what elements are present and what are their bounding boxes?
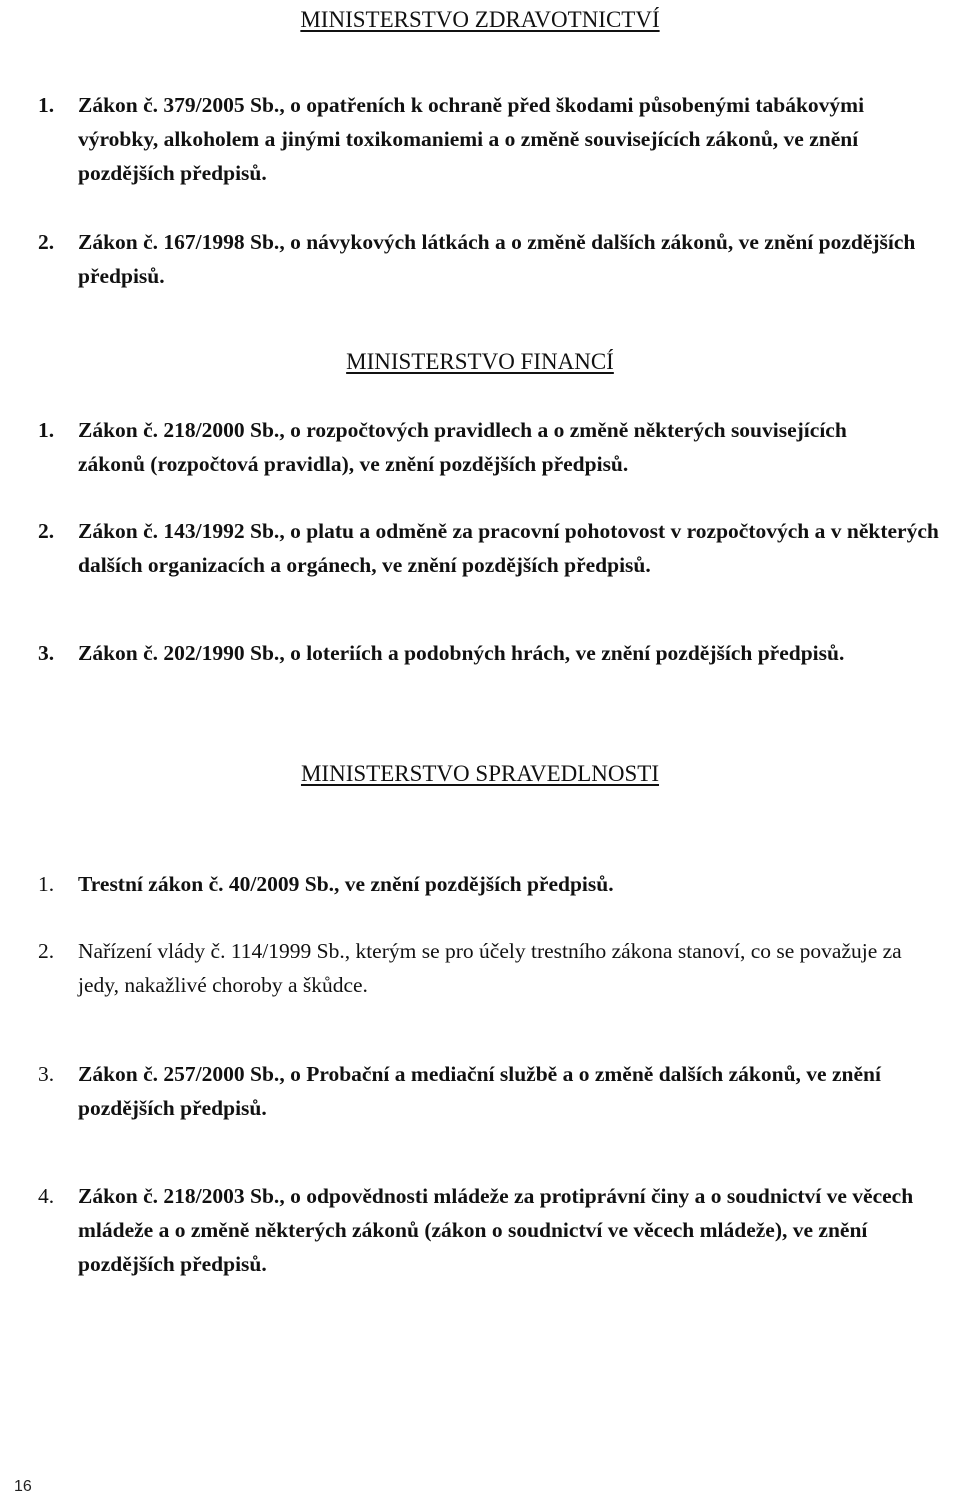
item-number: 2. xyxy=(38,939,55,963)
list-item xyxy=(38,1179,960,1281)
list-item xyxy=(38,867,960,901)
law-reference: Nařízení vlády č. 114/1999 Sb. xyxy=(78,939,345,963)
list-item xyxy=(38,225,960,293)
law-description: , o návykových látkách a o změně dalších zákonů, ve znění pozdějších předpisů. xyxy=(78,230,916,288)
law-reference: Zákon č. 218/2003 Sb. xyxy=(78,1184,280,1208)
law-description: , o rozpočtových pravidlech a o změně některých souvisejících zákonů (rozpočtová pravidla), ve znění pozdějších předpisů. xyxy=(78,418,847,476)
page-number: 16 xyxy=(14,1478,32,1495)
item-number: 1. xyxy=(38,93,55,117)
law-reference: Zákon č. 143/1992 Sb. xyxy=(78,519,280,543)
item-number: 4. xyxy=(38,1184,55,1208)
list-item xyxy=(38,413,898,481)
law-reference: Zákon č. 167/1998 Sb. xyxy=(78,230,280,254)
law-description: , o odpovědnosti mládeže za protiprávní činy a o soudnictví ve věcech mládeže a o změně některých zákonů (zákon o soudnictví ve věcech mládeže), ve znění pozdějších předpisů. xyxy=(78,1184,914,1276)
list-item xyxy=(38,636,898,670)
item-number: 3. xyxy=(38,1062,55,1086)
list-item xyxy=(38,514,960,582)
list-item xyxy=(38,1057,960,1125)
item-number: 1. xyxy=(38,872,55,896)
list-item xyxy=(38,934,938,1002)
section-heading-health: MINISTERSTVO ZDRAVOTNICTVÍ xyxy=(300,7,660,32)
item-number: 1. xyxy=(38,418,55,442)
law-description: , o Probační a mediační službě a o změně dalších zákonů, ve znění pozdějších předpisů. xyxy=(78,1062,881,1120)
item-number: 3. xyxy=(38,641,55,665)
list-item xyxy=(38,88,928,190)
law-reference: Zákon č. 379/2005 Sb. xyxy=(78,93,280,117)
law-description: , ve znění pozdějších předpisů. xyxy=(334,872,614,896)
law-reference: Zákon č. 257/2000 Sb. xyxy=(78,1062,280,1086)
item-number: 2. xyxy=(38,230,55,254)
law-description: , o platu a odměně za pracovní pohotovost v rozpočtových a v některých dalších organizacích a orgánech, ve znění pozdějších předpisů. xyxy=(78,519,939,577)
law-reference: Zákon č. 202/1990 Sb. xyxy=(78,641,280,665)
section-heading-justice: MINISTERSTVO SPRAVEDLNOSTI xyxy=(300,761,660,786)
section-heading-finance: MINISTERSTVO FINANCÍ xyxy=(346,349,614,374)
law-description: , kterým se pro účely trestního zákona stanoví, co se považuje za jedy, nakažlivé choroby a škůdce. xyxy=(78,939,902,997)
law-reference: Zákon č. 218/2000 Sb. xyxy=(78,418,280,442)
item-number: 2. xyxy=(38,519,55,543)
law-description: , o opatřeních k ochraně před škodami působenými tabákovými výrobky, alkoholem a jinými toxikomaniemi a o změně souvisejících zákonů, ve znění pozdějších předpisů. xyxy=(78,93,865,185)
law-reference: Trestní zákon č. 40/2009 Sb. xyxy=(78,872,335,896)
law-description: , o loteriích a podobných hrách, ve znění pozdějších předpisů. xyxy=(279,641,845,665)
